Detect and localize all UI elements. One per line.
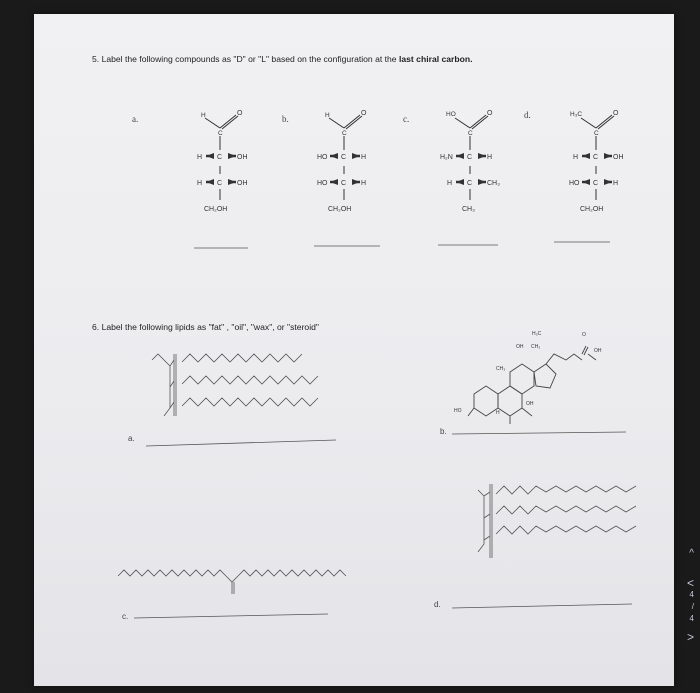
b-c3: C (341, 180, 347, 187)
a-r1-right: OH (237, 154, 248, 161)
d-c1: C (594, 130, 599, 137)
a-r1-left: H (197, 154, 203, 161)
q5-label-c: c. (403, 114, 410, 124)
b-oxygen: O (361, 110, 367, 117)
question-6-number: 6. (92, 322, 100, 332)
b-c2: C (341, 154, 347, 161)
d-r2-right: H (613, 180, 619, 187)
scroll-up-button[interactable]: ^ (689, 548, 694, 559)
steroid-h: H (496, 410, 500, 416)
question-5-bold: last chiral carbon. (398, 54, 473, 64)
steroid-oh-top: OH (516, 344, 524, 350)
a-top: H (201, 112, 206, 119)
page-current: 4 (689, 590, 694, 599)
b-r2-left: HO (317, 180, 328, 187)
b-r2-right: H (361, 180, 367, 187)
steroid-o: O (582, 332, 586, 338)
b-c1: C (342, 130, 347, 137)
d-top: H₃C (570, 111, 583, 118)
q6-label-d: d. (434, 600, 441, 609)
lipid-b-steroid (454, 331, 602, 424)
b-top: H (325, 112, 330, 119)
c-r2-right: CH₃ (487, 180, 500, 187)
c-c1: C (468, 130, 473, 137)
page-total: 4 (689, 614, 694, 623)
steroid-ch3-c: CH₃ (496, 366, 506, 372)
q6-answer-line-b[interactable] (452, 432, 626, 434)
d-bottom: CH₂OH (580, 206, 604, 213)
a-r2-left: H (197, 180, 203, 187)
c-top: HO (446, 111, 456, 118)
question-6-text: Label the following lipids as "fat" , "oil", "wax", or "steroid" (101, 322, 319, 332)
d-oxygen: O (613, 110, 619, 117)
lipid-structures (34, 14, 674, 686)
a-bottom: CH₂OH (204, 206, 228, 213)
q6-answer-line-d[interactable] (452, 604, 632, 608)
next-page-button[interactable]: > (686, 630, 694, 644)
q6-label-b: b. (440, 427, 447, 436)
c-bottom: CH₃ (462, 206, 475, 213)
page-separator: / (691, 602, 694, 611)
question-5-text: Label the following compounds as "D" or "L" based on the configuration at the (101, 54, 399, 64)
lipid-a-triglyceride (152, 354, 318, 416)
b-r1-right: H (361, 154, 367, 161)
d-r2-left: HO (569, 180, 580, 187)
a-c1: C (218, 130, 223, 137)
q6-answer-line-c[interactable] (134, 614, 328, 618)
d-c2: C (593, 154, 599, 161)
lipid-c-wax (118, 570, 346, 594)
question-5-number: 5. (92, 54, 100, 64)
a-oxygen: O (237, 110, 243, 117)
lipid-d-oil (478, 484, 636, 558)
steroid-ch3-b: CH₃ (531, 344, 541, 350)
c-oxygen: O (487, 110, 493, 117)
worksheet-page (34, 14, 674, 686)
q5-label-a: a. (132, 114, 139, 124)
a-r2-right: OH (237, 180, 248, 187)
q6-label-c: c. (122, 612, 129, 621)
d-c3: C (593, 180, 599, 187)
c-c2: C (467, 154, 473, 161)
b-bottom: CH₂OH (328, 206, 352, 213)
steroid-oh-bottom: OH (526, 401, 534, 407)
steroid-ch3-a: H₃C (532, 331, 542, 337)
d-r1-left: H (573, 154, 579, 161)
a-c3: C (217, 180, 223, 187)
b-r1-left: HO (317, 154, 328, 161)
a-c2: C (217, 154, 223, 161)
steroid-oh-right: OH (594, 348, 602, 354)
q5-label-d: d. (524, 110, 531, 120)
c-r1-right: H (487, 154, 493, 161)
d-r1-right: OH (613, 154, 624, 161)
steroid-ho-left: HO (454, 408, 462, 414)
prev-page-button[interactable]: < (686, 576, 694, 590)
q6-answer-line-a[interactable] (146, 440, 336, 446)
c-r2-left: H (447, 180, 453, 187)
c-r1-left: H₂N (440, 154, 453, 161)
q6-label-a: a. (128, 434, 135, 443)
q5-label-b: b. (282, 114, 289, 124)
c-c3: C (467, 180, 473, 187)
